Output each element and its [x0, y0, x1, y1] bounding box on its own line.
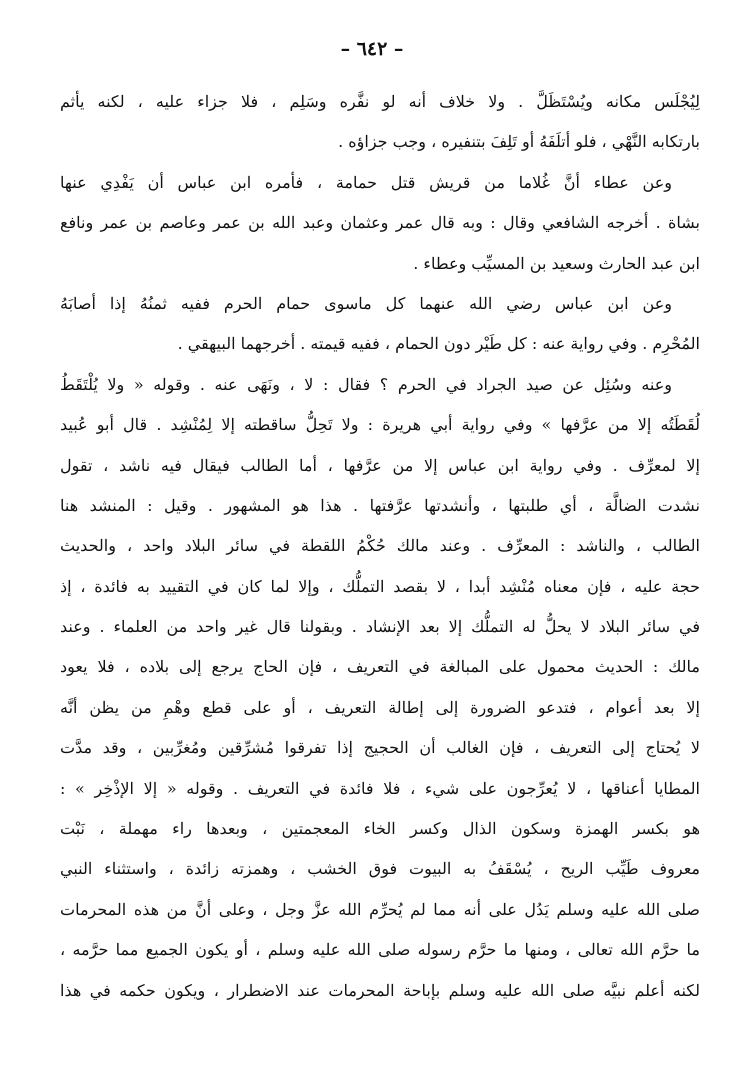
- text-line: وعن عطاء أنَّ غُلاما من قريش قتل حمامة ، فأمره ابن عباس أن يَفْدِي عنها: [60, 172, 672, 192]
- text-line: لُقَطَتُه إلا من عرَّفها » وفي رواية أبي هريرة : ولا تَحِلُّ ساقطته إلا لِمُنْشِد . قال أبو عُبيد: [60, 415, 700, 435]
- text-line: المطايا أعناقها ، لا يُعرِّجون على شيء ، فلا فائدة في التعريف . وقوله « إلا الإذْخِر » :: [60, 778, 700, 798]
- text-line: ابن عبد الحارث وسعيد بن المسيِّب وعطاء .: [413, 253, 700, 273]
- text-line: إلا بعد أعوام ، فتدعو الضرورة إلى إطالة التعريف ، أو على قطع وهْمِ من يظن أنَّه: [60, 697, 700, 717]
- text-line: الطالب ، والناشد : المعرِّف . وعند مالك حُكْمُ اللقطة في سائر البلاد واحد ، والحديث: [60, 536, 700, 556]
- text-line: بشاة . أخرجه الشافعي وقال : وبه قال عمر وعثمان وعبد الله بن عمر وعاصم بن عمر ونافع: [60, 213, 700, 233]
- text-line: هو بكسر الهمزة وسكون الذال وكسر الخاء المعجمتين ، وبعدها راء مهملة ، نَبْت: [60, 819, 700, 839]
- text-line: إلا لمعرِّف . وفي رواية ابن عباس إلا من عرَّفها ، أما الطالب فيقال فيه ناشد ، تقول: [60, 455, 700, 475]
- page-number: – ٦٤٢ –: [340, 38, 404, 60]
- text-line: لِيُجْلَس مكانه ويُسْتَظَلَّ . ولا خلاف أنه لو نفَّره وسَلِم ، فلا جزاء عليه ، لكنه يأثم: [60, 92, 700, 111]
- text-line: لكنه أعلم نبيَّه صلى الله عليه وسلم بإباحة المحرمات عند الاضطرار ، ويكون حكمه في هذا: [60, 980, 700, 1000]
- text-line: نشدت الضالَّة ، أي طلبتها ، وأنشدتها عرَّفتها . هذا هو المشهور . وقيل : المنشد هنا: [60, 495, 700, 515]
- text-line: المُحْرِم . وفي رواية عنه : كل طَيْر دون الحمام ، ففيه قيمته . أخرجهما البيهقي .: [177, 334, 700, 354]
- text-line: معروف طَيِّب الريح ، يُسْقَفُ به البيوت فوق الخشب ، وهمزته زائدة ، واستثناء النبي: [60, 859, 700, 879]
- body-text: [60, 82, 700, 1011]
- text-line: بارتكابه النَّهْي ، فلو أتلَفَهُ أو تَلِفَ بتنفيره ، وجب جزاؤه .: [338, 132, 700, 152]
- text-line: وعنه وسُئِل عن صيد الجراد في الحرم ؟ فقال : لا ، ونَهَى عنه . وقوله « ولا يُلْتَقَطُ: [60, 374, 672, 394]
- text-line: في سائر البلاد لا يحلُّ له التملُّك إلا بعد الإنشاد . وبقولنا قال غير واحد من العلماء . وعند: [60, 617, 700, 637]
- text-line: ما حرَّم الله تعالى ، ومنها ما حرَّم رسوله صلى الله عليه وسلم ، أو يكون الجميع مما حرَّمه ،: [60, 940, 700, 960]
- text-line: لا يُحتاج إلى التعريف ، فإن الغالب أن الحجيج إذا تفرقوا مُشرِّقين ومُغرِّبين ، وقد مدَّت: [60, 738, 700, 758]
- text-line: صلى الله عليه وسلم يَدُل على أنه مما لم يُحرِّم الله عزَّ وجل ، وعلى أنَّ من هذه المحرمات: [60, 899, 700, 919]
- text-line: حجة عليه ، فإن معناه مُنْشِد أبدا ، لا بقصد التملُّك ، وإلا لما كان في التقييد به فائدة ، إذ: [60, 576, 700, 596]
- text-line: مالك : الحديث محمول على المبالغة في التعريف ، فإن الحاج يرجع إلى بلاده ، فلا يعود: [60, 657, 700, 677]
- text-line: وعن ابن عباس رضي الله عنهما كل ماسوى حمام الحرم ففيه ثمنُهُ إذا أصابَهُ: [60, 293, 672, 313]
